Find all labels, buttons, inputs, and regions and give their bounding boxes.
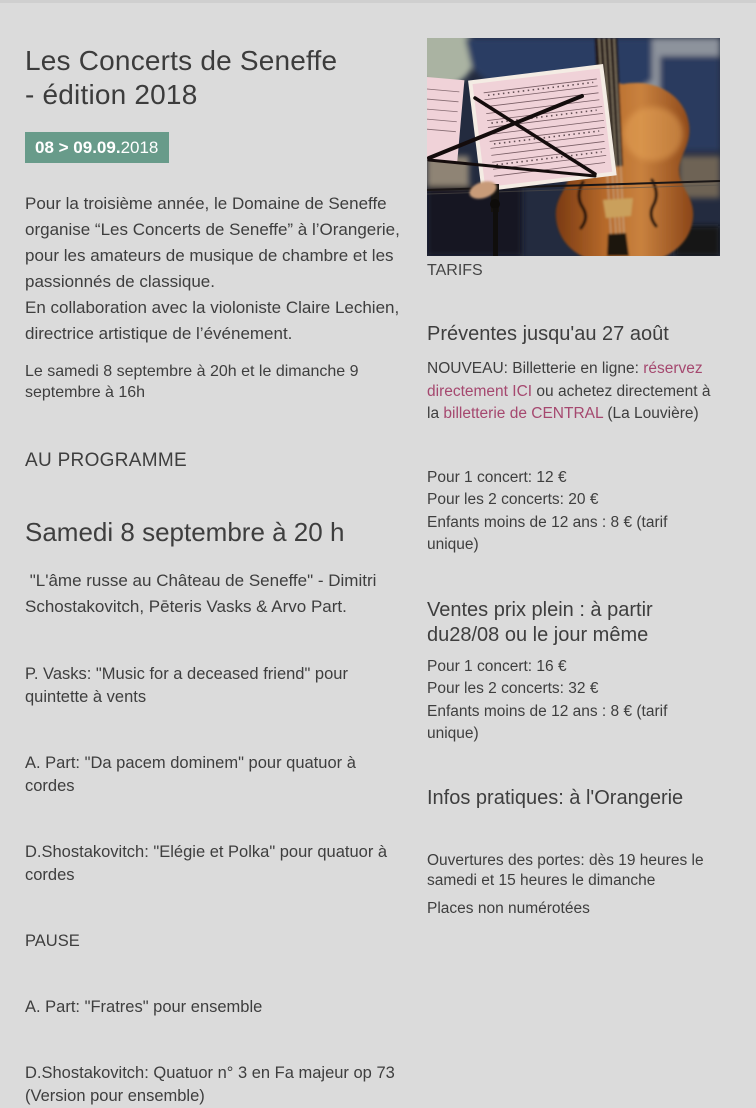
places-non-numerotees-line: Places non numérotées — [427, 899, 590, 917]
billetterie-text-3: (La Louvière) — [603, 405, 699, 422]
concert-photo — [427, 38, 720, 256]
ventes-heading: Ventes prix plein : à partir du28/08 ou le jour même — [427, 598, 653, 646]
infos-pratiques-heading: Infos pratiques: à l'Orangerie — [427, 786, 684, 809]
ventes-price-2-concerts: Pour les 2 concerts: 32 € — [427, 680, 599, 697]
date-badge — [25, 132, 169, 163]
intro-sentence-2: En collaboration avec la violoniste Claire Lechien, directrice artistique de l’événement. — [25, 298, 400, 343]
cello-photo-illustration — [427, 38, 720, 256]
date-badge-range: 08 > 09.09. — [35, 138, 121, 157]
intro-paragraph — [25, 191, 400, 347]
left-column — [25, 3, 400, 1108]
preventes-price-2-concerts: Pour les 2 concerts: 20 € — [427, 491, 599, 508]
photo-caption-tarifs: TARIFS — [427, 262, 483, 279]
concert-dates-line: Le samedi 8 septembre à 20h et le dimanche 9 septembre à 16h — [25, 363, 359, 401]
program-item-shostakovitch-quatuor: D.Shostakovitch: Quatuor n° 3 en Fa majeur op 73 (Version pour ensemble) — [25, 1064, 395, 1105]
preventes-heading: Préventes jusqu'au 27 août — [427, 323, 669, 345]
preventes-prices — [427, 467, 720, 557]
right-column — [427, 3, 720, 1108]
billetterie-paragraph — [427, 358, 720, 426]
billetterie-text-1: NOUVEAU: Billetterie en ligne: — [427, 360, 644, 377]
saturday-subtitle: "L'âme russe au Château de Seneffe" - Dimitri Schostakovitch, Pēteris Vasks & Arvo Part. — [25, 571, 382, 616]
program-item-part-fratres: A. Part: "Fratres" pour ensemble — [25, 998, 263, 1016]
program-item-vasks: P. Vasks: "Music for a deceased friend" pour quintette à vents — [25, 665, 348, 706]
page-title-line2: - édition 2018 — [25, 79, 198, 110]
program-item-pause: PAUSE — [25, 932, 80, 950]
page-title-line1: Les Concerts de Seneffe — [25, 45, 338, 76]
billetterie-text-2: ou achetez directement à la — [427, 382, 711, 422]
content — [0, 3, 756, 1108]
ventes-price-1-concert: Pour 1 concert: 16 € — [427, 657, 567, 675]
preventes-price-enfants: Enfants moins de 12 ans : 8 € (tarif unique) — [427, 513, 668, 553]
reservez-ici-link[interactable]: réservez directement ICI — [427, 360, 703, 400]
page-title — [25, 44, 400, 112]
program-item-part-dapacem: A. Part: "Da pacem dominem" pour quatuor à cordes — [25, 754, 356, 795]
billetterie-central-link[interactable]: billetterie de CENTRAL — [443, 405, 604, 422]
preventes-price-1-concert: Pour 1 concert: 12 € — [427, 468, 567, 486]
ventes-prices — [427, 656, 720, 746]
date-badge-year: 2018 — [120, 138, 159, 157]
saturday-heading: Samedi 8 septembre à 20 h — [25, 517, 345, 547]
program-section-label: AU PROGRAMME — [25, 450, 187, 471]
intro-sentence-1: Pour la troisième année, le Domaine de Seneffe organise “Les Concerts de Seneffe” à l’Orangerie, pour les amateurs de musique de chambre et les passionnés de classique. — [25, 194, 400, 291]
ouvertures-portes-line: Ouvertures des portes: dès 19 heures le samedi et 15 heures le dimanche — [427, 851, 704, 889]
ventes-price-enfants: Enfants moins de 12 ans : 8 € (tarif unique) — [427, 702, 668, 742]
program-item-shostakovitch-elegie: D.Shostakovitch: "Elégie et Polka" pour quatuor à cordes — [25, 843, 388, 884]
